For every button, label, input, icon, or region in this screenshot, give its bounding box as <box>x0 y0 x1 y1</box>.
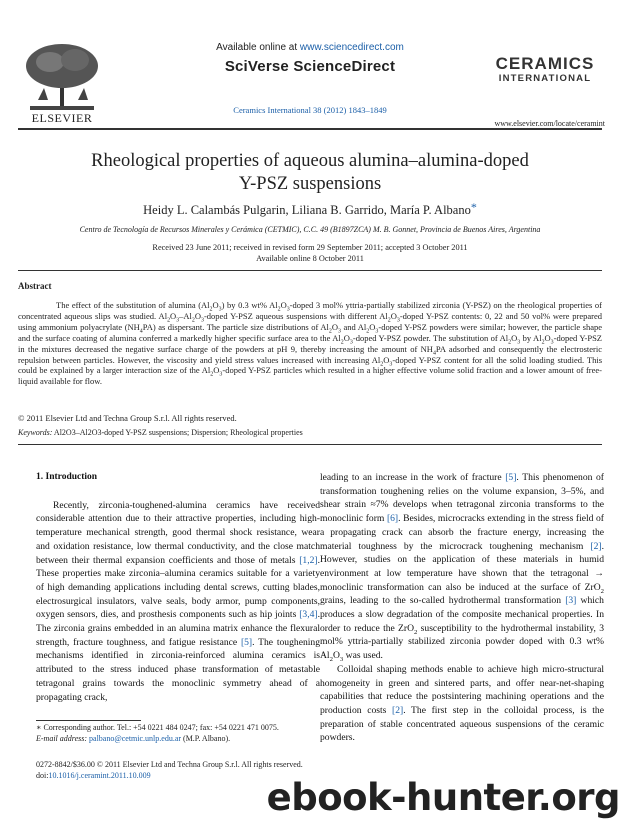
corresponding-author-mark[interactable]: * <box>470 200 477 214</box>
availability-line <box>160 42 460 53</box>
ref-2b[interactable]: [2] <box>392 704 404 716</box>
body-column-right <box>320 471 604 745</box>
issn-copyright: 0272-8842/$36.00 © 2011 Elsevier Ltd and Techna Group S.r.l. All rights reserved. <box>36 760 303 769</box>
email-label: E-mail address: <box>36 733 88 743</box>
available-online-date: Available online 8 October 2011 <box>256 254 364 263</box>
header-rule <box>18 128 602 130</box>
email-suffix: (M.P. Albano). <box>181 733 231 743</box>
intro-paragraph-1: Recently, zirconia-toughened-alumina ceramics have received considerable attention due to their attractive properties, including high-temperature mechanical strength, good thermal shock resistance, wear and oxidation resistance, low thermal conductivity, and the close match between their thermal expansion coefficients and those of metals [1,2]. These properties make zirconia–alumina ceramics suitable for a variety of high demanding applications including dental screws, cutting blades, electrosurgical insulators, valve seals, body armor, pump components, oxygen sensors, dies, and prosthesis components such as hip joints [3,4]. The zirconia grains embedded in an alumina matrix enhance the flexural strength, fracture toughness, and fatigue resistance [5]. The toughening mechanisms identified in zirconia-reinforced alumina ceramics is attributed to the stress induced phase transformation of metastable tetragonal grains towards the monoclinic symmetry ahead of a propagating crack, <box>36 499 321 703</box>
intro-paragraph-1-continued: leading to an increase in the work of fracture [5]. This phenomenon of transformation toughening relies on the volume expansion, 3–5%, and shear strain ≈7% develops when tetragonal zirconia transforms to the monoclinic form [6]. Besides, microcracks extending in the stress field of a propagating crack can absorb the fracture energy, increasing the material toughness by the microcrack toughening mechanism [2]. However, studies on the application of these materials in humid environment at low temperature have shown that the tetragonal → monoclinic transformation can also be induced at the surface of ZrO$_2$ grains, leading to the so-called hydrothermal transformation [3] which produces a slow degradation of the composite mechanical properties. In order to reduce the ZrO$_2$ susceptibility to the hydrothermal instability, 3 mol% yttria-partially stabilized zirconia powder doped with 0.3 wt% $Al_2O_3$ was used. <box>320 472 604 664</box>
author-list <box>60 200 560 218</box>
corresponding-author-contact: ∗ Corresponding author. Tel.: +54 0221 484 0247; fax: +54 0221 471 0075. <box>36 723 279 732</box>
journal-url[interactable]: www.elsevier.com/locate/ceramint <box>494 119 605 128</box>
available-prefix: Available online at <box>216 42 300 53</box>
sciencedirect-link[interactable]: www.sciencedirect.com <box>299 42 404 53</box>
title-line-2: Y-PSZ suspensions <box>238 174 382 194</box>
abstract-bottom-rule <box>18 444 602 445</box>
journal-logo <box>490 55 600 85</box>
section-heading-introduction: 1. Introduction <box>36 472 98 482</box>
ref-2[interactable]: [2] <box>590 540 602 552</box>
abstract-top-rule <box>18 270 602 271</box>
keywords-text: Al2O3–Al2O3-doped Y-PSZ suspensions; Dispersion; Rheological properties <box>52 428 303 437</box>
body-column-left <box>36 471 320 704</box>
corresponding-author-footnote <box>36 723 320 744</box>
abstract-copyright: © 2011 Elsevier Ltd and Techna Group S.r.l. All rights reserved. <box>18 413 237 423</box>
abstract-body: The effect of the substitution of alumina $(Al_2O_3)$ by 0.3 wt% $Al_2O_3$-doped 3 mol% yttria-partially stabilized zirconia (Y-PSZ) on the rheological properties of concentrated aqueous slips was studied. $Al_2O_3-Al_2O_3$-doped Y-PSZ aqueous suspensions with different $Al_2O_3$-doped Y-PSZ contents: 0, 22 and 50 vol% were prepared using ammonium polyacrylate $(NH_4PA)$ as dispersant. The particle size distributions of $Al_2O_3$ and $Al_2O_3$-doped Y-PSZ powders were similar; however, the particle shape and the surface coating of alumina conferred a markedly higher specific surface area to the $Al_2O_3$-doped Y-PSZ powder. The substitution of $Al_2O_3$ by $Al_2O_3$-doped Y-PSZ in the mixtures decreased the negative surface charge of the powders at pH 9, thereby increasing the amount of $NH_4PA$ adsorbed and consequently the electrosteric repulsion between particles. However, the viscosity and yield stress values increased with increasing $Al_2O_3$-doped Y-PSZ content for all the solid loading studied. This could be explained by a larger interaction size of the $Al_2O_3$-doped Y-PSZ particles which resulted in a higher effective volume solid fraction and a lower amount of free-liquid available for flow. <box>18 300 603 387</box>
received-dates: Received 23 June 2011; received in revised form 29 September 2011; accepted 3 October 2011 <box>152 243 468 252</box>
ref-6[interactable]: [6] <box>386 513 399 525</box>
title-line-1: Rheological properties of aqueous alumina–alumina-doped <box>91 151 529 171</box>
journal-logo-line2: INTERNATIONAL <box>498 73 592 84</box>
ref-1-2[interactable]: [1,2] <box>299 554 318 566</box>
ref-3[interactable]: [3] <box>565 595 577 607</box>
ref-5[interactable]: [5] <box>240 636 253 648</box>
ref-3-4[interactable]: [3,4] <box>299 609 318 621</box>
email-line <box>36 734 320 745</box>
author-email-link[interactable]: palbano@cetmic.unlp.edu.ar <box>89 733 182 743</box>
journal-citation-link[interactable]: Ceramics International 38 (2012) 1843–1849 <box>233 105 387 115</box>
elsevier-tree-logo <box>20 40 104 112</box>
affiliation: Centro de Tecnología de Recursos Minerales y Cerámica (CETMIC), C.C. 49 (B1897ZCA) M. B. Gonnet, Provincia de Buenos Aires, Argentina <box>79 225 541 234</box>
ref-5b[interactable]: [5] <box>505 472 517 483</box>
article-title <box>60 150 560 196</box>
authors-text: Heidy L. Calambás Pulgarin, Liliana B. Garrido, María P. Albano <box>143 203 471 217</box>
publisher-logo-text: ELSEVIER <box>31 111 93 125</box>
abstract-heading: Abstract <box>18 281 52 291</box>
doi-label: doi: <box>36 770 49 780</box>
watermark-text: ebook-hunter.org <box>266 776 620 819</box>
article-dates <box>30 242 590 264</box>
footnote-rule <box>36 720 141 721</box>
journal-logo-line1: CERAMICS <box>495 54 595 73</box>
keywords-label: Keywords: <box>18 428 53 437</box>
intro-paragraph-2: Colloidal shaping methods enable to achieve high micro-structural homogeneity in green and sintered parts, and offer near-net-shaping capabilities that reduce the postsintering machining operations and the production costs [2]. The first step in the colloidal process, is the preparation of stable concentrated aqueous suspensions of the ceramic powders. <box>320 663 604 744</box>
sciverse-brand: SciVerse ScienceDirect <box>224 58 396 75</box>
keywords-line <box>18 428 602 437</box>
doi-link[interactable]: 10.1016/j.ceramint.2011.10.009 <box>48 770 151 780</box>
